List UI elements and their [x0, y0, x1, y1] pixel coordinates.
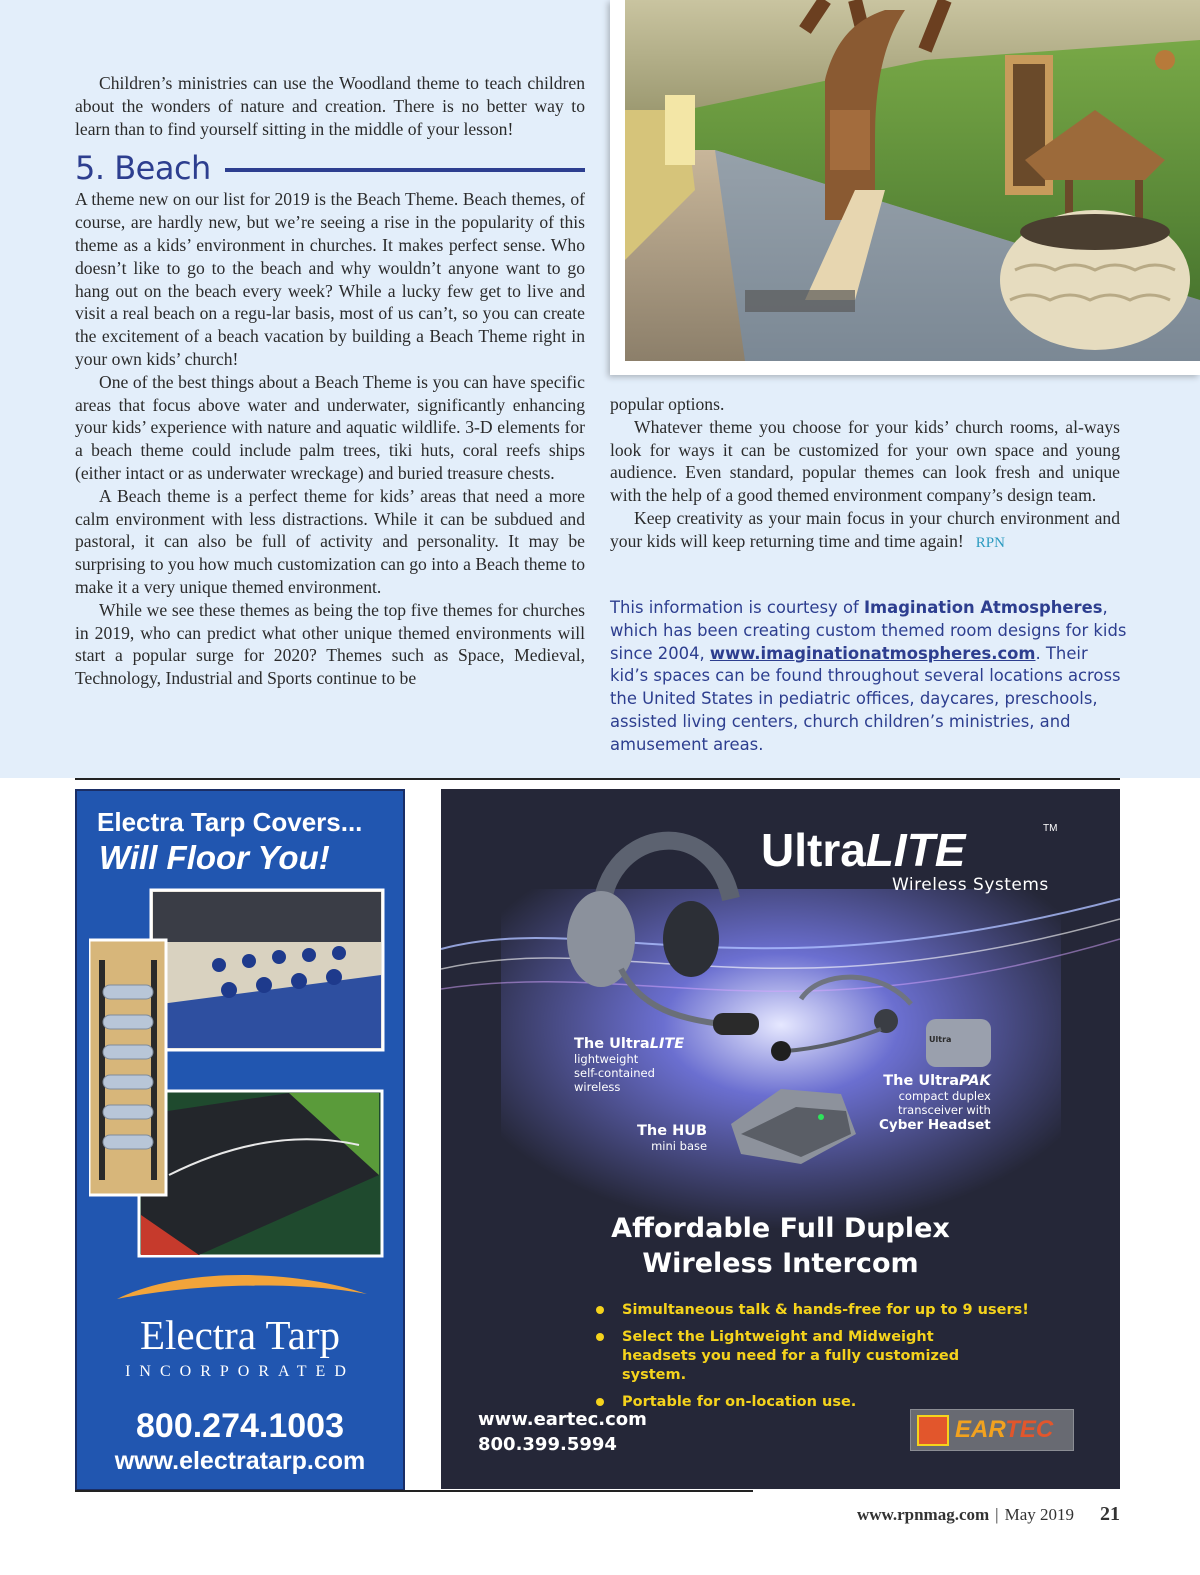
headset-desc-1: lightweight — [574, 1052, 639, 1066]
hub-desc: mini base — [651, 1139, 708, 1153]
brand-part-2: LITE — [865, 824, 966, 876]
footer-separator: | — [995, 1505, 999, 1524]
electra-tarp-ad[interactable] — [75, 789, 405, 1491]
credit-suffix: . Their kid’s spaces can be found throughout several locations across the United States in pediatric offices, daycares, preschools, assisted living centers, church children’s ministries, and amusement areas. — [610, 643, 1121, 754]
electra-company-name: Electra Tarp — [139, 1312, 341, 1358]
headset-desc-3: wireless — [574, 1080, 621, 1094]
pak-desc-2: transceiver with — [897, 1103, 991, 1117]
section-heading: 5. Beach — [75, 148, 211, 187]
body-paragraph: A Beach theme is a perfect theme for kids’ areas that need a more calm environment with less distractions. While it can be subdued and pastoral, it can also be full of activity and personality. It may be surprising to you how much customization can go into a Beach theme to make it a very unique themed environment. — [75, 485, 585, 597]
body-paragraph: A theme new on our list for 2019 is the Beach Theme. Beach themes, of course, are hardly new, but we’re seeing a rise in the popularity of this theme as a kids’ environment in churches. It makes perfect sense. Who doesn’t like to go to the beach and why wouldn’t anyone want to go hang out on the beach every week? While a lucky few get to live and visit a real beach on a regu-lar basis, most of us can’t, so you can create the excitement of a beach vacation by building a Beach Theme right in your own kids’ church! — [75, 189, 585, 369]
pak-desc-bold: Cyber Headset — [879, 1117, 991, 1133]
feature-item: Portable for on-location use. — [596, 1393, 1029, 1412]
footer-site[interactable]: www.rpnmag.com — [856, 1505, 990, 1524]
pak-title-b: PAK — [959, 1073, 991, 1089]
woodland-hallway-photo — [625, 0, 1200, 361]
eartec-phone[interactable]: 800.399.5994 — [478, 1434, 617, 1455]
electra-photo-collage — [89, 885, 389, 1285]
section-heading-row — [75, 148, 585, 188]
logo-part-2: TEC — [1005, 1416, 1054, 1443]
eartec-ultralite-ad[interactable] — [441, 789, 1120, 1489]
ultralite-headset-label — [574, 1036, 684, 1094]
feature-item: Simultaneous talk & hands-free for up to 9 users! — [596, 1301, 1029, 1320]
intro-paragraph: Children’s ministries can use the Woodland theme to teach children about the wonders of nature and creation. There is no better way to learn than to find yourself sitting in the middle of your lesson! — [75, 73, 585, 139]
pak-title-a: The Ultra — [883, 1073, 959, 1089]
article-right-column — [610, 393, 1120, 555]
electra-website[interactable]: www.electratarp.com — [114, 1447, 366, 1475]
electra-tagline-1: Electra Tarp Covers... — [97, 807, 363, 837]
credit-link[interactable]: www.imaginationatmospheres.com — [709, 643, 1036, 663]
electra-incorporated: INCORPORATED — [125, 1363, 355, 1380]
eartec-contact — [478, 1407, 647, 1457]
headset-title-b: LITE — [649, 1036, 685, 1052]
page-number: 21 — [1100, 1503, 1120, 1525]
body-paragraph — [610, 507, 1120, 555]
ultralite-brand — [761, 823, 965, 877]
headset-desc-2: self-contained — [574, 1066, 655, 1080]
trademark-mark: TM — [1043, 823, 1058, 834]
eartec-logo-mark — [917, 1415, 949, 1446]
pak-desc-1: compact duplex — [898, 1089, 991, 1103]
brand-part-1: Ultra — [761, 824, 866, 876]
ad-headline — [441, 1211, 1120, 1281]
body-paragraph: popular options. — [610, 394, 725, 414]
headset-title-a: The Ultra — [574, 1036, 650, 1052]
closing-text: Keep creativity as your main focus in your church environment and your kids will keep returning time and time again! — [610, 507, 1120, 551]
eartec-website[interactable]: www.eartec.com — [478, 1409, 647, 1430]
electra-phone[interactable]: 800.274.1003 — [136, 1407, 344, 1445]
woodland-hallway-illustration — [625, 0, 1200, 361]
credit-note — [610, 597, 1130, 757]
logo-part-1: EAR — [955, 1416, 1006, 1443]
hub-label — [637, 1123, 707, 1153]
body-paragraph: One of the best things about a Beach Theme is you can have specific areas that focus above water and underwater, significantly enhancing your kids’ experience with nature and aquatic wildlife. 3-D elements for a beach theme could include palm trees, tiki huts, coral reefs ships (either intact or as underwater wreckage) and buried treasure chests. — [75, 371, 585, 483]
feature-list — [596, 1301, 1029, 1420]
ultrapak-label — [879, 1073, 991, 1133]
page-footer — [857, 1503, 1120, 1526]
pak-device-text: Ultra — [929, 1035, 952, 1044]
eartec-logo — [910, 1409, 1074, 1451]
credit-company: Imagination Atmospheres — [863, 598, 1103, 617]
hub-title: The HUB — [637, 1123, 708, 1139]
body-paragraph: While we see these themes as being the top five themes for churches in 2019, who can predict what other unique themed environments will start a popular surge for 2020? Themes such as Space, Medieval, Technology, Industrial and Sports continue to be — [75, 599, 585, 689]
end-tag: RPN — [975, 534, 1005, 551]
footer-issue: May 2019 — [1004, 1505, 1074, 1524]
body-paragraph: Whatever theme you choose for your kids’ church rooms, al-ways look for ways it can be customized for your own space and young audience. Even standard, popular themes can look fresh and unique with the help of a good themed environment company’s design team. — [610, 416, 1120, 506]
woodland-photo-frame — [610, 0, 1200, 375]
headline-line-2: Wireless Intercom — [642, 1248, 919, 1279]
electra-tagline-2: Will Floor You! — [99, 839, 330, 876]
credit-prefix: This information is courtesy of — [610, 598, 864, 617]
ad-divider-rule — [75, 778, 1120, 780]
headline-line-1: Affordable Full Duplex — [611, 1213, 950, 1244]
heading-rule — [225, 168, 585, 172]
feature-item: Select the Lightweight and Midweight headsets you need for a fully customized system. — [596, 1328, 976, 1385]
ultralite-subtitle: Wireless Systems — [892, 875, 1049, 895]
ad-bottom-rule — [75, 1490, 753, 1492]
credit-middle: , which has been creating custom themed room designs for kids since 2004, — [610, 598, 1127, 663]
article-left-column — [75, 72, 585, 690]
